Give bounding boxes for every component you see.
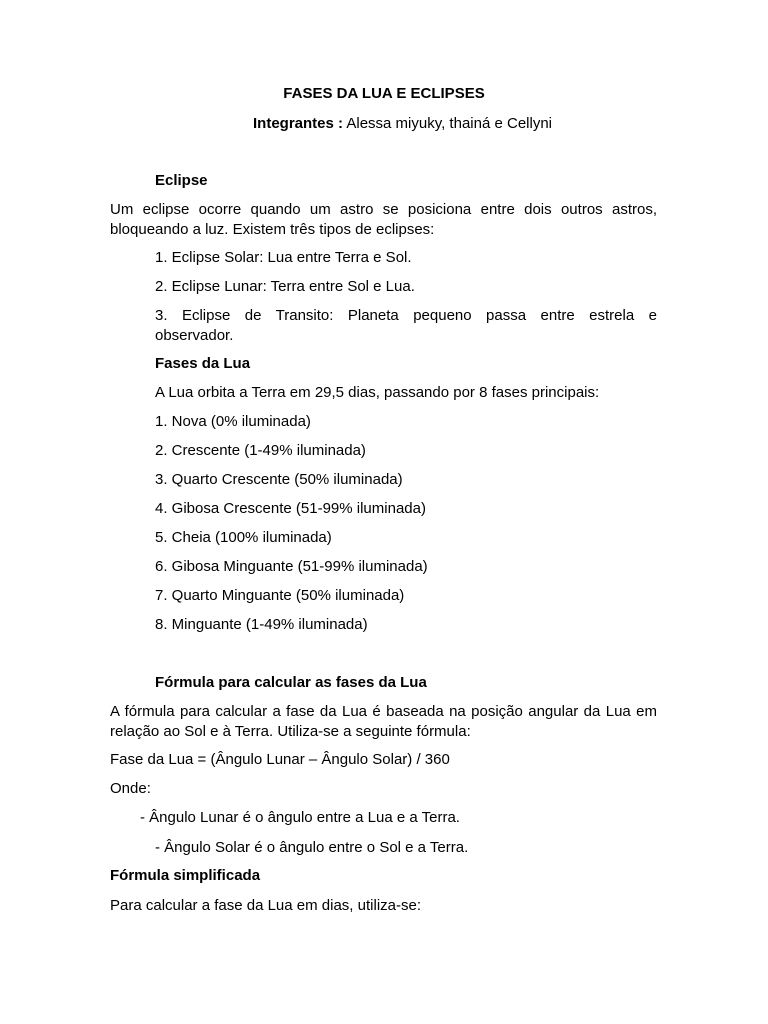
members-label: Integrantes :: [253, 115, 344, 132]
document-title: FASES DA LUA E ECLIPSES: [283, 85, 485, 102]
simplified-heading: Fórmula simplificada: [110, 867, 261, 884]
simplified-intro: Para calcular a fase da Lua em dias, utiliza-se:: [110, 897, 421, 914]
eclipse-item: 2. Eclipse Lunar: Terra entre Sol e Lua.: [155, 278, 415, 295]
phases-intro: A Lua orbita a Terra em 29,5 dias, passando por 8 fases principais:: [155, 384, 600, 401]
phase-item: 7. Quarto Minguante (50% iluminada): [155, 587, 405, 604]
members-value: Alessa miyuky, thainá e Cellyni: [343, 115, 552, 132]
formula-heading: Fórmula para calcular as fases da Lua: [155, 674, 427, 691]
phase-item: 8. Minguante (1-49% iluminada): [155, 616, 368, 633]
eclipse-intro-line1: Um eclipse ocorre quando um astro se posiciona entre dois outros astros,: [110, 201, 657, 218]
members-line: [253, 114, 552, 134]
phase-item: 6. Gibosa Minguante (51-99% iluminada): [155, 558, 428, 575]
phase-item: 5. Cheia (100% iluminada): [155, 529, 332, 546]
eclipse-item: 1. Eclipse Solar: Lua entre Terra e Sol.: [155, 249, 412, 266]
phase-item: 1. Nova (0% iluminada): [155, 413, 311, 430]
phase-item: 2. Crescente (1-49% iluminada): [155, 442, 366, 459]
formula-where: Onde:: [110, 780, 151, 797]
formula-intro-line1: A fórmula para calcular a fase da Lua é baseada na posição angular da Lua em: [110, 703, 657, 720]
phase-item: 4. Gibosa Crescente (51-99% iluminada): [155, 500, 426, 517]
formula-equation: Fase da Lua = (Ângulo Lunar – Ângulo Solar) / 360: [110, 751, 450, 768]
formula-intro-line2: relação ao Sol e à Terra. Utiliza-se a seguinte fórmula:: [110, 723, 471, 740]
phase-item: 3. Quarto Crescente (50% iluminada): [155, 471, 403, 488]
eclipse-item-3-line1: 3. Eclipse de Transito: Planeta pequeno passa entre estrela e: [155, 307, 657, 324]
phases-heading: Fases da Lua: [155, 355, 251, 372]
formula-definition-lunar: - Ângulo Lunar é o ângulo entre a Lua e a Terra.: [140, 809, 460, 826]
formula-definition-solar: - Ângulo Solar é o ângulo entre o Sol e a Terra.: [155, 839, 469, 856]
eclipse-item-3-line2: observador.: [155, 327, 234, 344]
eclipse-intro-line2: bloqueando a luz. Existem três tipos de eclipses:: [110, 221, 435, 238]
eclipse-heading: Eclipse: [155, 172, 208, 189]
